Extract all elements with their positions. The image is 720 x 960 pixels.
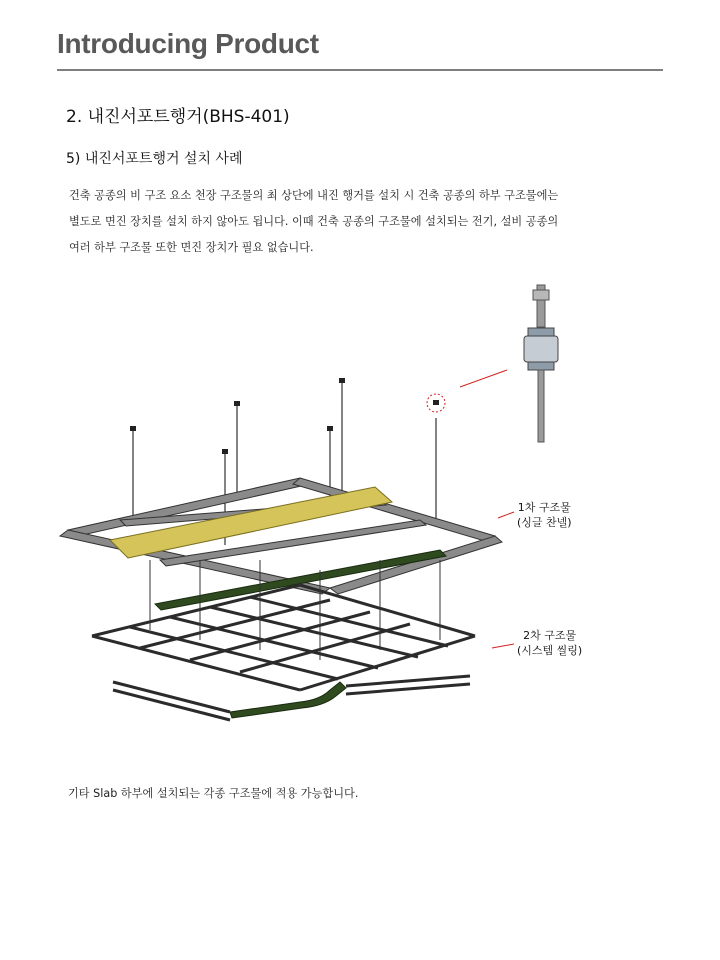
section-heading: 2. 내진서포트행거(BHS-401) (66, 107, 290, 127)
paragraph-line: 건축 공종의 비 구조 요소 천장 구조물의 최 상단에 내진 행거를 설치 시 건축 공종의 하부 구조물에는 (69, 189, 559, 202)
installation-diagram (0, 270, 720, 740)
hanger-detail (524, 285, 558, 442)
paragraph-line: 별도로 면진 장치를 설치 하지 않아도 됩니다. 이때 건축 공종의 구조물에 설치되는 전기, 설비 공종의 (69, 215, 559, 228)
page-title: Introducing Product (57, 28, 319, 59)
sub-heading: 5) 내진서포트행거 설치 사례 (66, 151, 243, 167)
footer-note: 기타 Slab 하부에 설치되는 각종 구조물에 적용 가능합니다. (68, 787, 359, 800)
system-ceiling-grid (92, 585, 475, 690)
callout-primary-structure (517, 500, 572, 530)
title-divider (57, 69, 663, 71)
callout-sublabel: (시스템 씰링) (517, 644, 583, 657)
callout-sublabel: (싱글 찬넬) (517, 516, 572, 529)
callout-label: 1차 구조물 (517, 501, 571, 514)
cable-ladder (113, 676, 470, 720)
paragraph-line: 여러 하부 구조물 또한 면진 장치가 필요 없습니다. (69, 241, 314, 254)
callout-secondary-structure (517, 628, 582, 658)
callout-label: 2차 구조물 (523, 629, 577, 642)
description-paragraph (69, 183, 669, 261)
